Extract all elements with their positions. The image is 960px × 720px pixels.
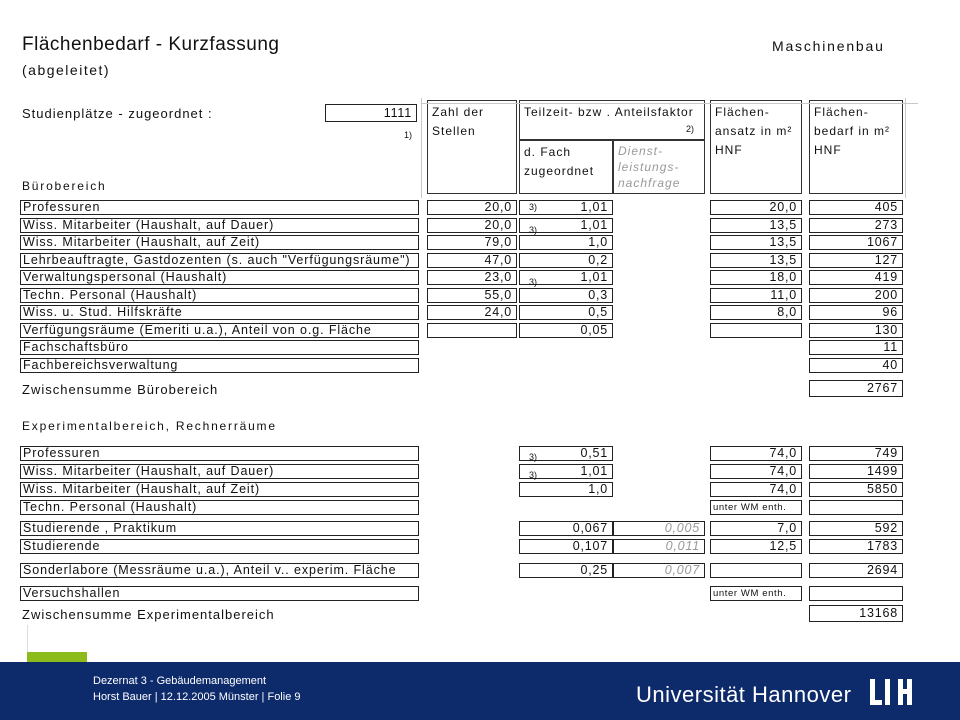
row-bedarf: 1067 [809, 235, 903, 250]
row-stellen: 23,0 [427, 270, 517, 285]
row-label: Techn. Personal (Haushalt) [20, 288, 419, 303]
header-ansatz: Flächen- ansatz in m² HNF [710, 100, 802, 194]
footer-bar [0, 662, 960, 720]
row-label: Wiss. Mitarbeiter (Haushalt, auf Zeit) [20, 235, 419, 250]
row-bedarf: 11 [809, 340, 903, 355]
row-ansatz: 11,0 [710, 288, 802, 303]
row-ansatz: 74,0 [710, 482, 802, 497]
row-label: Verwaltungspersonal (Haushalt) [20, 270, 419, 285]
row-label: Fachschaftsbüro [20, 340, 419, 355]
row-faktor: 0,3 [519, 288, 613, 303]
row-faktor: 1,01 [519, 218, 613, 233]
row-ansatz: 74,0 [710, 464, 802, 479]
footer-author-date: Horst Bauer | 12.12.2005 Münster | Folie 9 [93, 691, 301, 703]
row-label: Lehrbeauftragte, Gastdozenten (s. auch "Verfügungsräume") [20, 253, 419, 268]
row-label: Versuchshallen [20, 586, 419, 601]
row-dienst: 0,007 [613, 563, 705, 578]
row-footnote: 3) [529, 202, 538, 212]
header-stellen: Zahl der Stellen [427, 100, 517, 194]
row-ansatz: unter WM enth. [710, 586, 802, 601]
row-faktor: 0,51 [519, 446, 613, 461]
row-stellen: 79,0 [427, 235, 517, 250]
subtotal-experimental-label: Zwischensumme Experimentalbereich [22, 607, 275, 622]
footnote-1: 1) [404, 130, 413, 140]
header-dienst: Dienst- leistungs- nachfrage [613, 140, 705, 194]
subtotal-experimental-value: 13168 [809, 605, 903, 622]
row-ansatz: 8,0 [710, 305, 802, 320]
row-ansatz [710, 563, 802, 578]
row-bedarf [809, 500, 903, 515]
row-ansatz: 13,5 [710, 218, 802, 233]
row-stellen [427, 323, 517, 338]
row-ansatz: 18,0 [710, 270, 802, 285]
studienplaetze-label: Studienplätze - zugeordnet : [22, 106, 213, 121]
row-bedarf: 405 [809, 200, 903, 215]
row-ansatz [710, 323, 802, 338]
row-ansatz: 20,0 [710, 200, 802, 215]
row-label: Sonderlabore (Messräume u.a.), Anteil v.. experim. Fläche [20, 563, 419, 578]
row-stellen: 24,0 [427, 305, 517, 320]
studienplaetze-value: 1111 [325, 104, 417, 122]
row-ansatz: 7,0 [710, 521, 802, 536]
row-faktor: 0,05 [519, 323, 613, 338]
page-title: Flächenbedarf - Kurzfassung [22, 34, 280, 55]
department-name: Maschinenbau [772, 38, 885, 54]
page-subtitle: (abgeleitet) [22, 62, 111, 78]
row-ansatz: 74,0 [710, 446, 802, 461]
row-label: Studierende , Praktikum [20, 521, 419, 536]
row-bedarf: 2694 [809, 563, 903, 578]
university-logo-icon [868, 677, 914, 707]
row-ansatz: unter WM enth. [710, 500, 802, 515]
subtotal-buero-value: 2767 [809, 380, 903, 397]
row-label: Wiss. Mitarbeiter (Haushalt, auf Zeit) [20, 482, 419, 497]
subtotal-buero-label: Zwischensumme Bürobereich [22, 382, 219, 397]
row-bedarf: 96 [809, 305, 903, 320]
row-bedarf: 200 [809, 288, 903, 303]
row-ansatz: 13,5 [710, 235, 802, 250]
row-bedarf: 5850 [809, 482, 903, 497]
row-faktor: 0,2 [519, 253, 613, 268]
row-bedarf: 40 [809, 358, 903, 373]
footnote-2: 2) [686, 124, 695, 134]
row-label: Verfügungsräume (Emeriti u.a.), Anteil von o.g. Fläche [20, 323, 419, 338]
row-footnote: 3) [529, 470, 538, 480]
header-bedarf: Flächen- bedarf in m² HNF [809, 100, 903, 194]
header-fach: d. Fach zugeordnet [519, 140, 613, 194]
row-bedarf: 127 [809, 253, 903, 268]
section-heading-buero: Bürobereich [22, 179, 107, 193]
row-ansatz: 13,5 [710, 253, 802, 268]
row-label: Fachbereichsverwaltung [20, 358, 419, 373]
row-ansatz: 12,5 [710, 539, 802, 554]
row-bedarf: 1499 [809, 464, 903, 479]
row-stellen: 47,0 [427, 253, 517, 268]
row-footnote: 3) [529, 452, 538, 462]
row-stellen: 20,0 [427, 218, 517, 233]
row-label: Professuren [20, 446, 419, 461]
row-label: Techn. Personal (Haushalt) [20, 500, 419, 515]
row-label: Studierende [20, 539, 419, 554]
row-label: Professuren [20, 200, 419, 215]
row-stellen: 55,0 [427, 288, 517, 303]
row-footnote: 3) [529, 277, 538, 287]
row-faktor: 1,01 [519, 270, 613, 285]
row-bedarf: 749 [809, 446, 903, 461]
row-stellen: 20,0 [427, 200, 517, 215]
row-bedarf: 130 [809, 323, 903, 338]
footer-department: Dezernat 3 - Gebäudemanagement [93, 675, 267, 687]
row-label: Wiss. Mitarbeiter (Haushalt, auf Dauer) [20, 218, 419, 233]
row-bedarf: 419 [809, 270, 903, 285]
row-faktor: 1,01 [519, 200, 613, 215]
header-teilzeit: Teilzeit- bzw . Anteilsfaktor [519, 100, 705, 140]
row-dienst: 0,011 [613, 539, 705, 554]
row-bedarf: 1783 [809, 539, 903, 554]
row-bedarf: 592 [809, 521, 903, 536]
row-footnote: 3) [529, 224, 538, 235]
row-faktor: 0,25 [519, 563, 613, 578]
row-label: Wiss. Mitarbeiter (Haushalt, auf Dauer) [20, 464, 419, 479]
university-name: Universität Hannover [636, 682, 852, 707]
row-faktor: 0,107 [519, 539, 613, 554]
row-faktor: 0,067 [519, 521, 613, 536]
section-heading-experimental: Experimentalbereich, Rechnerräume [22, 419, 277, 433]
accent-bar [27, 652, 87, 662]
row-faktor: 1,0 [519, 482, 613, 497]
row-label: Wiss. u. Stud. Hilfskräfte [20, 305, 419, 320]
row-bedarf [809, 586, 903, 601]
row-dienst: 0,005 [613, 521, 705, 536]
row-faktor: 1,0 [519, 235, 613, 250]
row-faktor: 1,01 [519, 464, 613, 479]
row-bedarf: 273 [809, 218, 903, 233]
row-faktor: 0,5 [519, 305, 613, 320]
